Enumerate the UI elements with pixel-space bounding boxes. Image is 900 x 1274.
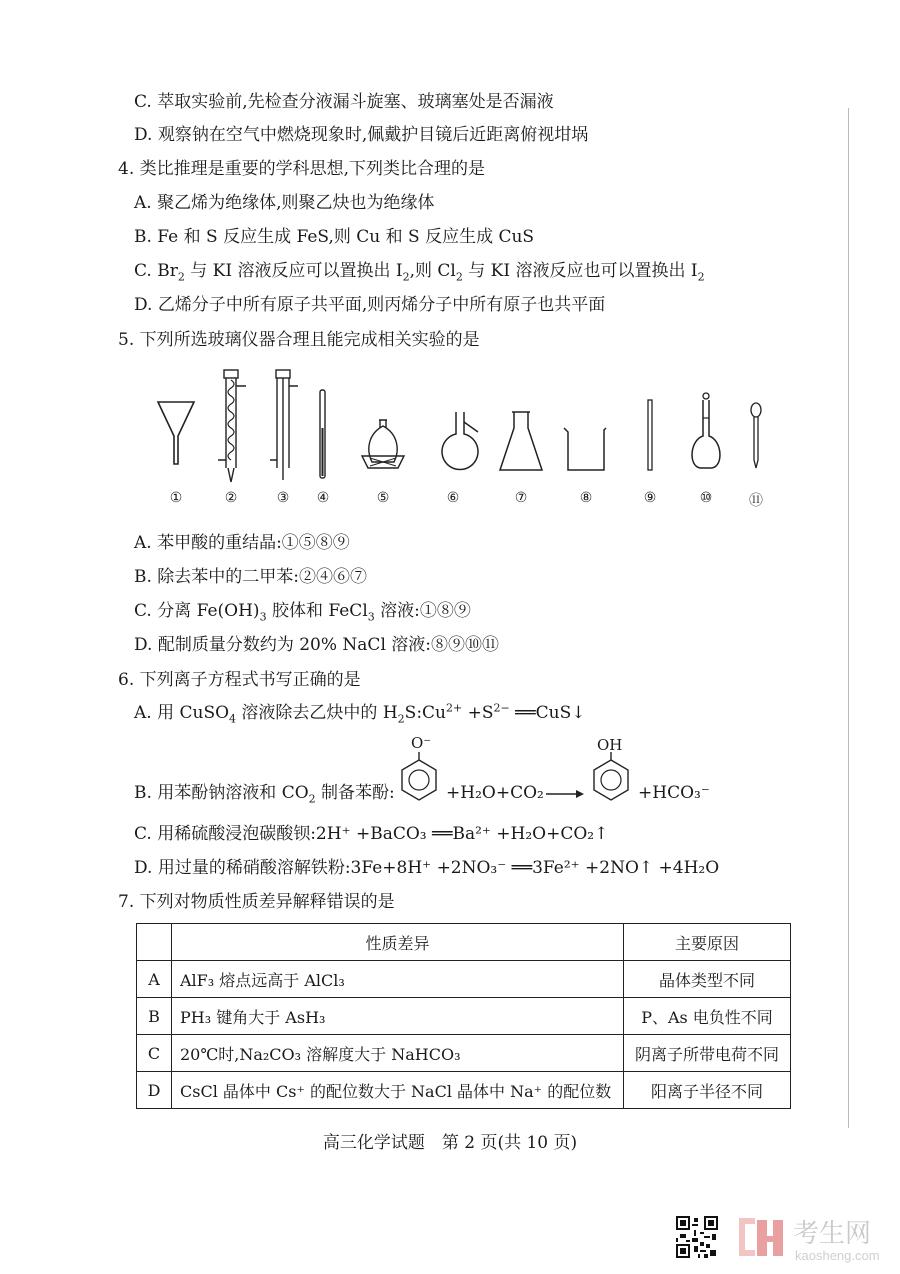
phenoxide-label: O⁻ bbox=[411, 734, 432, 752]
q6-option-a: A. 用 CuSO$_4$ 溶液除去乙炔中的 $H_2S:Cu^{2+} +S^{2-}$ ══CuS↓ bbox=[134, 701, 586, 726]
apparatus-label: ⑧ bbox=[579, 490, 593, 506]
q4-option-a: A. 聚乙烯为绝缘体,则聚乙炔也为绝缘体 bbox=[134, 193, 435, 213]
apparatus-label: ③ bbox=[276, 490, 290, 506]
apparatus-label: ⑩ bbox=[699, 490, 713, 506]
table-cell: B bbox=[137, 998, 172, 1035]
page-edge-line bbox=[848, 108, 849, 1128]
apparatus-label: ⑥ bbox=[446, 490, 460, 506]
benzene-ring-icon bbox=[590, 752, 632, 802]
q7-stem: 7. 下列对物质性质差异解释错误的是 bbox=[118, 892, 395, 912]
watermark-cn-text: 考生网 bbox=[793, 1218, 872, 1248]
apparatus-label: ⑨ bbox=[643, 490, 657, 506]
q6-option-b-middle: +H₂O+CO₂ bbox=[446, 783, 544, 803]
table-row bbox=[137, 998, 791, 1035]
table-cell: CsCl 晶体中 Cs⁺ 的配位数大于 NaCl 晶体中 Na⁺ 的配位数 bbox=[172, 1072, 624, 1109]
q4-stem: 4. 类比推理是重要的学科思想,下列类比合理的是 bbox=[118, 159, 486, 179]
distillation-flask-icon bbox=[430, 368, 490, 478]
table-cell: 20℃时,Na₂CO₃ 溶解度大于 NaHCO₃ bbox=[172, 1035, 624, 1072]
q3-option-d: D. 观察钠在空气中燃烧现象时,佩戴护目镜后近距离俯视坩埚 bbox=[134, 125, 589, 145]
table-row bbox=[137, 1072, 791, 1109]
q5-option-a: A. 苯甲酸的重结晶:①⑤⑧⑨ bbox=[134, 533, 350, 553]
property-table bbox=[136, 923, 791, 1109]
table-header-row bbox=[137, 924, 791, 961]
q4-option-c: C. $Br_2$ 与 KI 溶液反应可以置换出 $I_2$,则 $Cl_2$ 与 KI 溶液反应也可以置换出 $I_2$ bbox=[134, 261, 705, 284]
table-cell: C bbox=[137, 1035, 172, 1072]
q5-stem: 5. 下列所选玻璃仪器合理且能完成相关实验的是 bbox=[118, 330, 480, 350]
thermometer-icon bbox=[316, 368, 330, 488]
alcohol-lamp-icon bbox=[358, 368, 408, 478]
apparatus-label: ⑪ bbox=[749, 493, 763, 509]
q5-option-c: C. 分离 $Fe(OH)_3$ 胶体和 FeCl$_3$ 溶液:①⑧⑨ bbox=[134, 601, 471, 624]
funnel-icon bbox=[156, 368, 196, 478]
straight-condenser-icon bbox=[266, 368, 306, 488]
volumetric-flask-icon bbox=[686, 368, 726, 478]
table-header bbox=[137, 924, 172, 961]
table-header: 主要原因 bbox=[624, 924, 791, 961]
apparatus-label: ① bbox=[169, 490, 183, 506]
q5-option-b: B. 除去苯中的二甲苯:②④⑥⑦ bbox=[134, 567, 368, 587]
q6-option-b-end: +HCO₃⁻ bbox=[638, 783, 710, 803]
apparatus-label: ② bbox=[224, 490, 238, 506]
apparatus-label: ⑤ bbox=[376, 490, 390, 506]
table-cell: AlF₃ 熔点远高于 AlCl₃ bbox=[172, 961, 624, 998]
q6-option-b-text: B. 用苯酚钠溶液和 $CO_2$ 制备苯酚: bbox=[134, 783, 395, 806]
q5-option-d: D. 配制质量分数约为 20% NaCl 溶液:⑧⑨⑩⑪ bbox=[134, 635, 500, 655]
bulb-condenser-icon bbox=[214, 368, 254, 488]
q6-stem: 6. 下列离子方程式书写正确的是 bbox=[118, 670, 361, 690]
watermark-en-text: kaosheng.com bbox=[795, 1248, 880, 1263]
table-cell: D bbox=[137, 1072, 172, 1109]
beaker-icon bbox=[560, 368, 610, 478]
table-row bbox=[137, 1035, 791, 1072]
table-cell: 阳离子半径不同 bbox=[624, 1072, 791, 1109]
table-cell: P、As 电负性不同 bbox=[624, 998, 791, 1035]
q4-option-b: B. Fe 和 S 反应生成 FeS,则 Cu 和 S 反应生成 CuS bbox=[134, 227, 535, 247]
dropper-icon bbox=[746, 368, 766, 478]
glass-rod-icon bbox=[644, 368, 656, 478]
apparatus-figure bbox=[120, 368, 800, 518]
q4-option-d: D. 乙烯分子中所有原子共平面,则丙烯分子中所有原子也共平面 bbox=[134, 295, 606, 315]
kaosheng-watermark-logo bbox=[735, 1210, 895, 1264]
page-footer: 高三化学试题 第 2 页(共 10 页) bbox=[322, 1133, 578, 1153]
qr-code-icon bbox=[676, 1216, 718, 1258]
conical-flask-icon bbox=[496, 368, 546, 478]
apparatus-label: ⑦ bbox=[514, 490, 528, 506]
q6-option-d: D. 用过量的稀硝酸溶解铁粉:3Fe+8H⁺ +2NO₃⁻ ══3Fe²⁺ +2NO↑ +4H₂O bbox=[134, 858, 720, 878]
table-cell: A bbox=[137, 961, 172, 998]
reaction-arrow-icon bbox=[546, 787, 586, 801]
phenol-oh-label: OH bbox=[597, 736, 623, 754]
table-cell: PH₃ 键角大于 AsH₃ bbox=[172, 998, 624, 1035]
benzene-ring-icon bbox=[398, 752, 440, 802]
q3-option-c: C. 萃取实验前,先检查分液漏斗旋塞、玻璃塞处是否漏液 bbox=[134, 92, 554, 112]
table-cell: 阴离子所带电荷不同 bbox=[624, 1035, 791, 1072]
table-cell: 晶体类型不同 bbox=[624, 961, 791, 998]
q6-option-c: C. 用稀硫酸浸泡碳酸钡:2H⁺ +BaCO₃ ══Ba²⁺ +H₂O+CO₂↑ bbox=[134, 824, 609, 844]
apparatus-label: ④ bbox=[316, 490, 330, 506]
table-row bbox=[137, 961, 791, 998]
table-header: 性质差异 bbox=[172, 924, 624, 961]
